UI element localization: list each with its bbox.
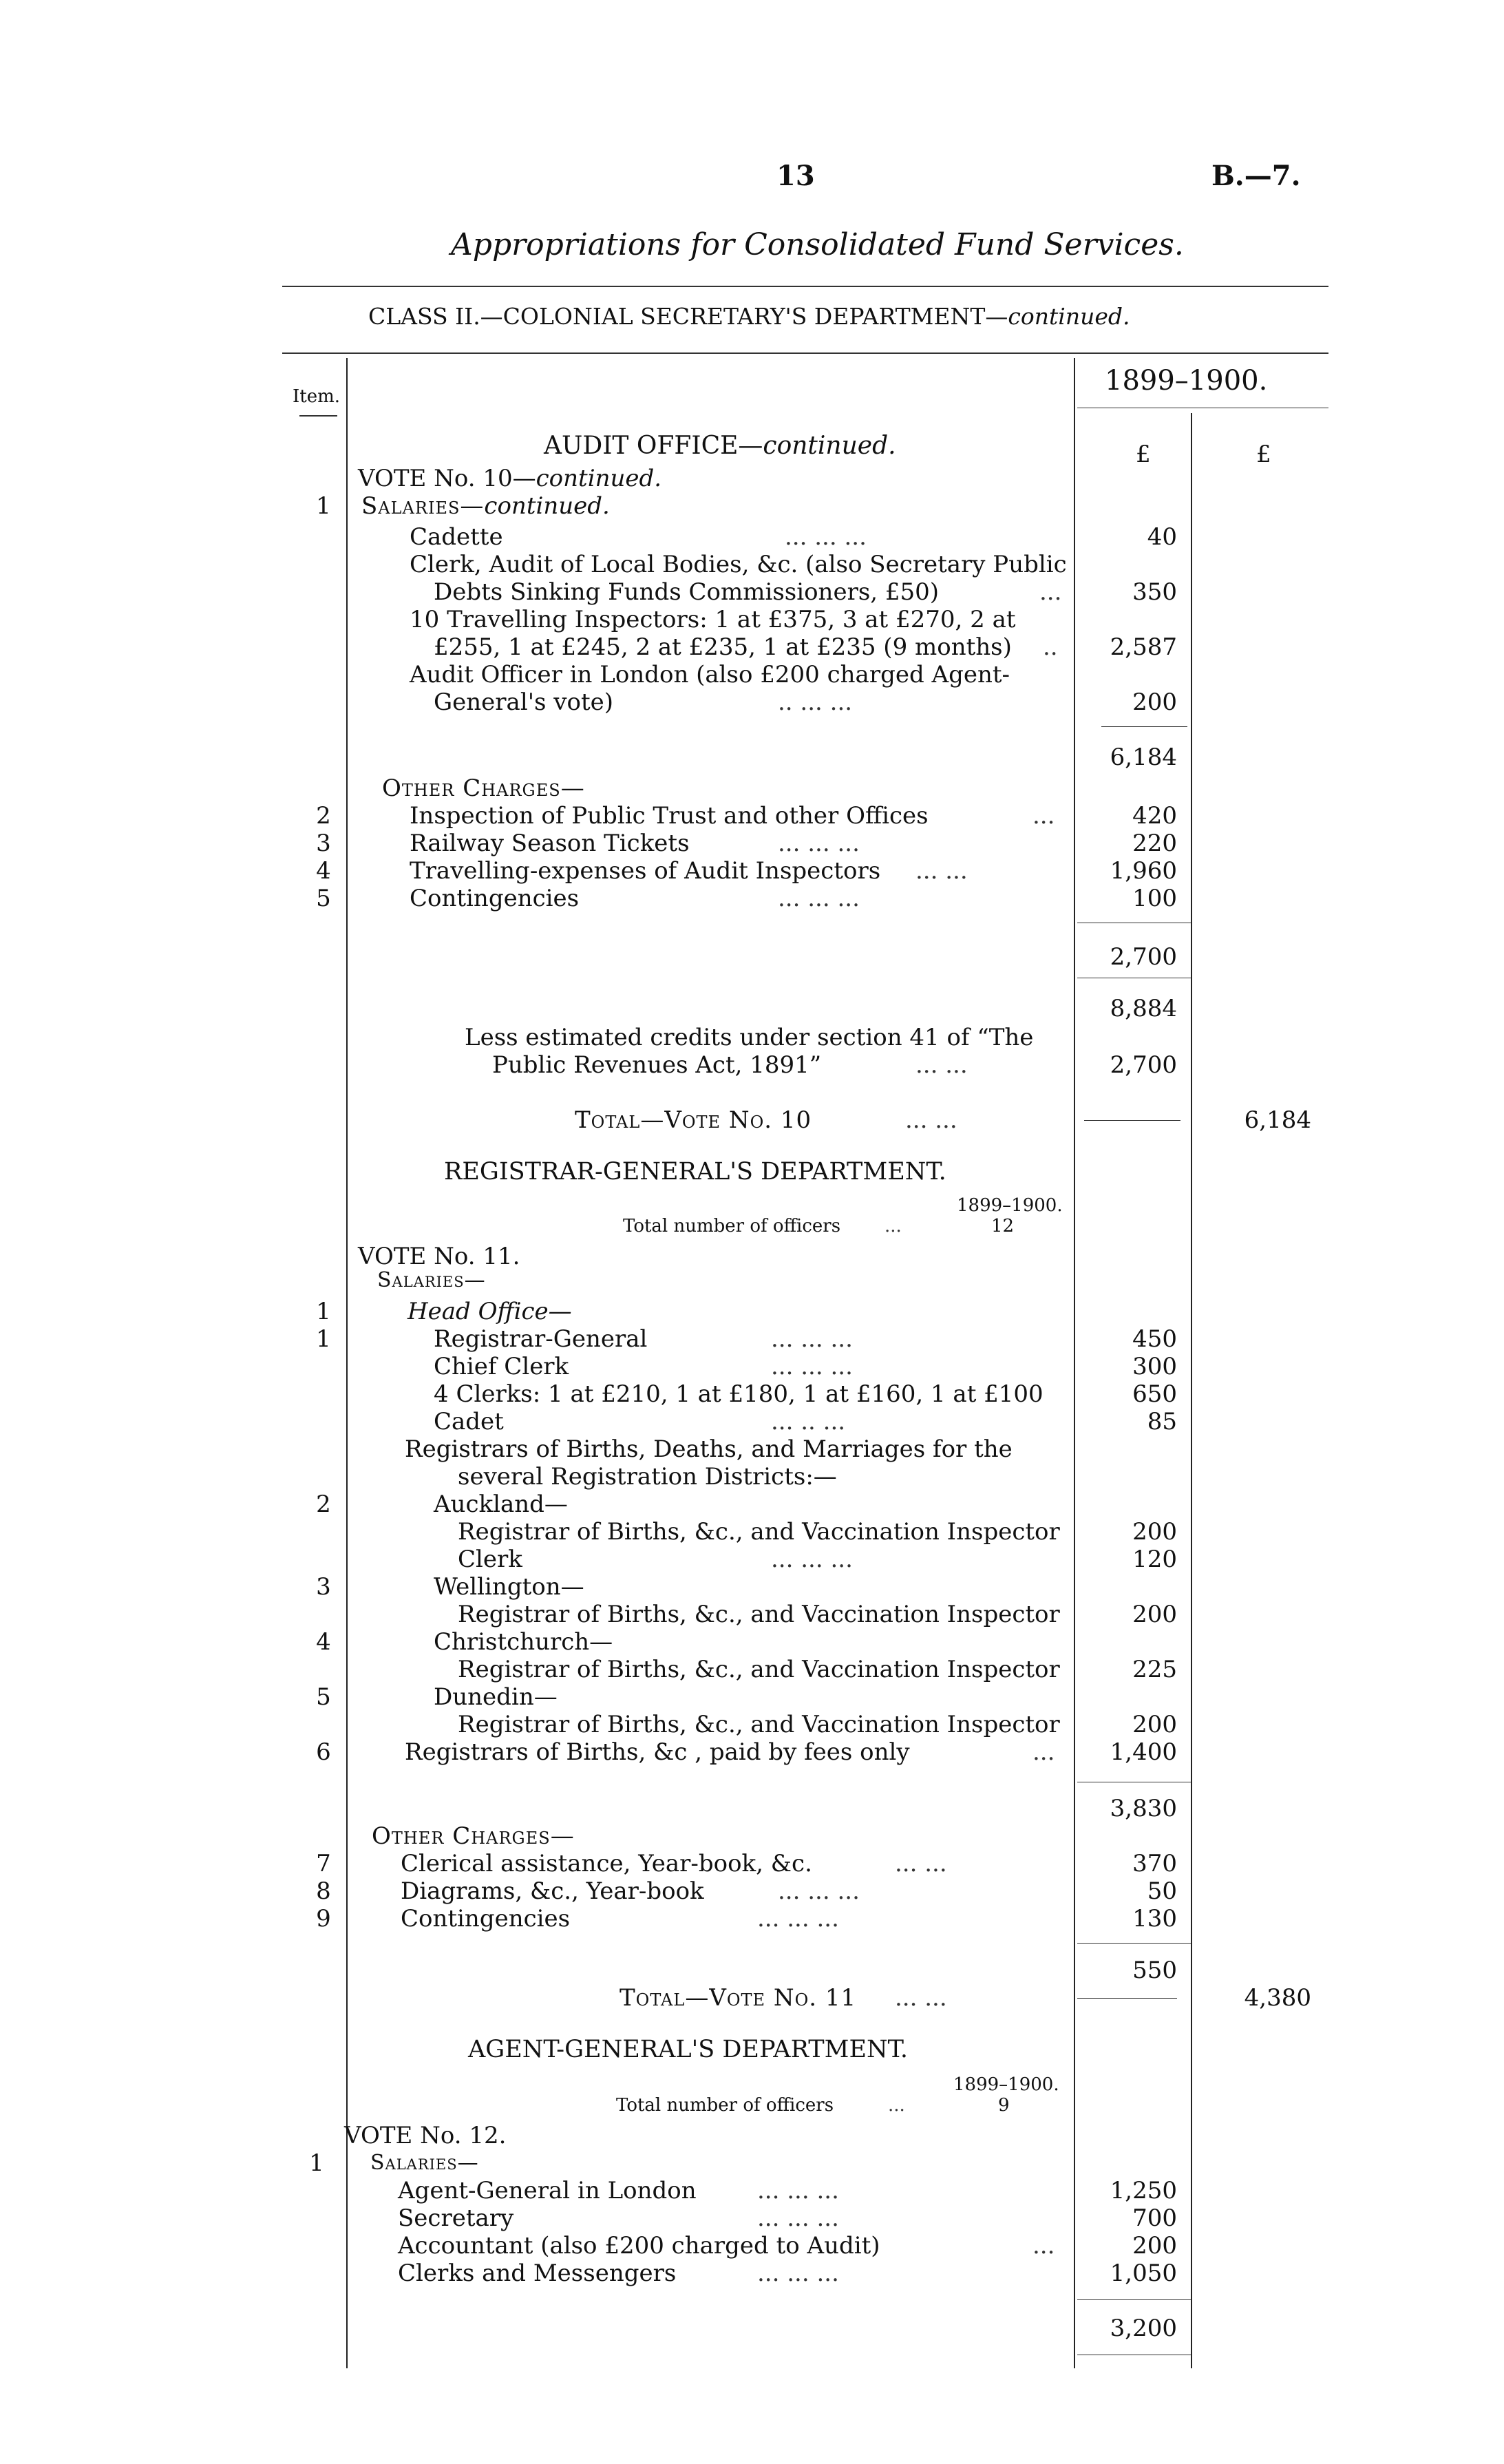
registrar-line-text: Dunedin— <box>434 1683 558 1711</box>
audit-other-amount: 420 <box>1132 802 1177 830</box>
registrar-total-amount: 4,380 <box>1244 1984 1311 2012</box>
registrar-line-amount: 225 <box>1132 1656 1177 1683</box>
audit-other-item: 5 <box>316 885 331 912</box>
registrar-line-dots: ... ... ... <box>771 1353 853 1380</box>
audit-line-text: 10 Travelling Inspectors: 1 at £375, 3 at £270, 2 at <box>410 606 1016 633</box>
agent-officers-year: 1899–1900. <box>953 2074 1059 2095</box>
page-reference: B.—7. <box>1211 160 1301 192</box>
audit-salaries-total: 6,184 <box>1110 744 1177 771</box>
table-top-rule <box>282 352 1328 354</box>
agent-salaries-rule <box>1077 2299 1191 2300</box>
agent-salaries-item: 1 <box>309 2149 324 2177</box>
agent-officers-label: Total number of officers <box>616 2095 834 2116</box>
registrar-other-amount: 370 <box>1132 1850 1177 1877</box>
audit-total-dots: ... ... <box>905 1106 957 1134</box>
registrar-other-item: 9 <box>316 1905 331 1933</box>
registrar-other-amount: 50 <box>1147 1877 1177 1905</box>
registrar-officers-count: 12 <box>991 1216 1015 1236</box>
audit-line-text: General's vote) <box>434 688 614 716</box>
registrar-line-text: Registrar of Births, &c., and Vaccination Inspector <box>458 1656 1060 1683</box>
agent-line-text: Accountant (also £200 charged to Audit) <box>398 2232 880 2260</box>
audit-other-text: Railway Season Tickets <box>410 830 690 857</box>
year-column-header: 1899–1900. <box>1105 365 1268 397</box>
agent-line-dots: ... ... ... <box>757 2204 839 2232</box>
audit-other-amount: 100 <box>1132 885 1177 912</box>
agent-salaries-label: Salaries— <box>370 2151 479 2175</box>
audit-line-dots: .. <box>1043 633 1058 661</box>
registrar-other-item: 8 <box>316 1877 331 1905</box>
audit-line-amount: 40 <box>1147 523 1177 551</box>
agent-line-dots: ... ... ... <box>757 2177 839 2204</box>
registrar-line-amount: 85 <box>1147 1408 1177 1435</box>
registrar-line-text: Registrar of Births, &c., and Vaccination Inspector <box>458 1601 1060 1628</box>
audit-other-text: Travelling-expenses of Audit Inspectors <box>410 857 881 885</box>
currency-symbol-1: £ <box>1136 441 1151 468</box>
audit-other-text: Contingencies <box>410 885 580 912</box>
agent-line-dots: ... <box>1032 2232 1055 2260</box>
registrar-line-text: 4 Clerks: 1 at £210, 1 at £180, 1 at £160, 1 at £100 <box>434 1380 1044 1408</box>
registrar-line-text: Registrar of Births, &c., and Vaccination Inspector <box>458 1518 1060 1546</box>
registrar-total-rule <box>1077 1998 1177 1999</box>
registrar-line-text: Christchurch— <box>434 1628 613 1656</box>
agent-line-amount: 1,250 <box>1110 2177 1177 2204</box>
registrar-other-dots: ... ... <box>895 1850 947 1877</box>
registrar-vote-label: VOTE No. 11. <box>358 1243 520 1270</box>
registrar-line-amount: 120 <box>1132 1546 1177 1573</box>
registrar-line-text: Cadet <box>434 1408 504 1435</box>
registrar-officers-year: 1899–1900. <box>957 1195 1063 1216</box>
audit-salaries-continued: continued. <box>484 492 610 520</box>
registrar-line-amount: 300 <box>1132 1353 1177 1380</box>
agent-vote-label: VOTE No. 12. <box>344 2122 507 2149</box>
audit-less-credits-line2: Public Revenues Act, 1891” <box>492 1051 822 1079</box>
audit-other-dots: ... <box>1032 802 1055 830</box>
audit-vote-label <box>358 465 661 492</box>
audit-salaries-item: 1 <box>316 492 331 520</box>
registrar-line-text: Wellington— <box>434 1573 584 1601</box>
registrar-line-text: Clerk <box>458 1546 522 1573</box>
registrar-line-item: 6 <box>316 1738 331 1766</box>
registrar-line-amount: 200 <box>1132 1601 1177 1628</box>
audit-line-text: £255, 1 at £245, 2 at £235, 1 at £235 (9 months) <box>434 633 1012 661</box>
registrar-total-dots: ... ... <box>895 1984 947 2012</box>
registrar-line-text: Registrar-General <box>434 1325 648 1353</box>
item-header-rule <box>299 415 337 417</box>
registrar-other-text: Clerical assistance, Year-book, &c. <box>401 1850 812 1877</box>
registrar-other-text: Diagrams, &c., Year-book <box>401 1877 704 1905</box>
registrar-other-amount: 130 <box>1132 1905 1177 1933</box>
registrar-officers-label: Total number of officers <box>623 1216 841 1236</box>
audit-less-credits-amount: 2,700 <box>1110 1051 1177 1079</box>
audit-line-dots: ... <box>1039 578 1062 606</box>
registrar-line-dots: ... .. ... <box>771 1408 846 1435</box>
registrar-line-text: Registrar of Births, &c., and Vaccination Inspector <box>458 1711 1060 1738</box>
registrar-salaries-item: 1 <box>316 1298 331 1325</box>
audit-vote-text: VOTE No. 10— <box>358 465 536 492</box>
audit-line-amount: 200 <box>1132 688 1177 716</box>
registrar-other-rule <box>1077 1943 1191 1944</box>
audit-other-dots: ... ... <box>915 857 968 885</box>
class-heading-continued: continued. <box>1008 303 1130 330</box>
registrar-line-dots: ... <box>1032 1738 1055 1766</box>
registrar-line-text: Registrars of Births, &c , paid by fees only <box>405 1738 910 1766</box>
subtotal-column-rule <box>1191 413 1192 2368</box>
registrar-line-item: 2 <box>316 1491 331 1518</box>
audit-other-total: 2,700 <box>1110 943 1177 971</box>
audit-other-text: Inspection of Public Trust and other Offices <box>410 802 929 830</box>
audit-line-text: Audit Officer in London (also £200 charged Agent- <box>410 661 1010 688</box>
registrar-other-dots: ... ... ... <box>778 1877 860 1905</box>
agent-salaries-total: 3,200 <box>1110 2315 1177 2342</box>
class-heading <box>368 303 1130 330</box>
registrar-salaries-label: Salaries— <box>377 1268 486 1292</box>
registrar-officers-dots: ... <box>885 1216 902 1236</box>
registrar-other-dots: ... ... ... <box>757 1905 839 1933</box>
audit-line-amount: 350 <box>1132 578 1177 606</box>
registrar-line-dots: ... ... ... <box>771 1325 853 1353</box>
audit-office-heading-continued: continued. <box>763 432 896 460</box>
agent-officers-dots: ... <box>888 2095 905 2116</box>
registrar-line-amount: 1,400 <box>1110 1738 1177 1766</box>
audit-less-credits-line1: Less estimated credits under section 41 of “The <box>465 1024 1034 1051</box>
registrar-line-text: Auckland— <box>434 1491 568 1518</box>
registrar-line-text: Chief Clerk <box>434 1353 569 1380</box>
audit-other-amount: 220 <box>1132 830 1177 857</box>
agent-line-amount: 700 <box>1132 2204 1177 2232</box>
audit-office-heading <box>544 432 896 460</box>
registrar-salaries-total: 3,830 <box>1110 1795 1177 1822</box>
audit-line-text: Debts Sinking Funds Commissioners, £50) <box>434 578 940 606</box>
audit-line-text: Clerk, Audit of Local Bodies, &c. (also Secretary Public <box>410 551 1067 578</box>
item-column-header: Item. <box>293 386 341 407</box>
audit-total-rule <box>1084 1120 1180 1121</box>
audit-line-text: Cadette <box>410 523 503 551</box>
audit-other-dots: ... ... ... <box>778 830 860 857</box>
audit-line-dots: ... ... ... <box>785 523 867 551</box>
registrar-line-item: 4 <box>316 1628 331 1656</box>
agent-line-amount: 200 <box>1132 2232 1177 2260</box>
agent-line-text: Clerks and Messengers <box>398 2260 677 2287</box>
audit-other-item: 3 <box>316 830 331 857</box>
registrar-line-amount: 200 <box>1132 1518 1177 1546</box>
title-rule <box>282 286 1328 287</box>
registrar-line-text: Registrars of Births, Deaths, and Marriages for the <box>405 1435 1013 1463</box>
audit-other-item: 4 <box>316 857 331 885</box>
audit-gross-total: 8,884 <box>1110 995 1177 1022</box>
agent-line-dots: ... ... ... <box>757 2260 839 2287</box>
registrar-other-text: Contingencies <box>401 1905 571 1933</box>
audit-less-credits-dots: ... ... <box>915 1051 968 1079</box>
registrar-other-total: 550 <box>1132 1957 1177 1984</box>
registrar-other-item: 7 <box>316 1850 331 1877</box>
audit-line-amount: 2,587 <box>1110 633 1177 661</box>
currency-symbol-2: £ <box>1256 441 1271 468</box>
audit-other-item: 2 <box>316 802 331 830</box>
registrar-line-amount: 650 <box>1132 1380 1177 1408</box>
agent-line-amount: 1,050 <box>1110 2260 1177 2287</box>
agent-line-text: Secretary <box>398 2204 514 2232</box>
audit-other-charges-label: Other Charges— <box>382 775 585 802</box>
audit-office-heading-text: AUDIT OFFICE— <box>544 432 763 460</box>
registrar-other-charges-label: Other Charges— <box>372 1822 575 1850</box>
registrar-line-item: 3 <box>316 1573 331 1601</box>
registrar-line-text: several Registration Districts:— <box>458 1463 837 1491</box>
audit-vote-continued: continued. <box>536 465 662 492</box>
registrar-head-office-label: Head Office— <box>407 1298 572 1325</box>
registrar-line-amount: 450 <box>1132 1325 1177 1353</box>
registrar-heading: REGISTRAR-GENERAL'S DEPARTMENT. <box>444 1158 946 1186</box>
agent-officers-count: 9 <box>998 2095 1010 2116</box>
audit-salaries-rule <box>1101 726 1187 727</box>
audit-line-dots: .. ... ... <box>778 688 853 716</box>
registrar-line-item: 5 <box>316 1683 331 1711</box>
registrar-total-label: Total—Vote No. 11 <box>619 1984 857 2012</box>
registrar-line-amount: 200 <box>1132 1711 1177 1738</box>
audit-total-amount: 6,184 <box>1244 1106 1311 1134</box>
audit-salaries-text: Salaries— <box>361 492 485 520</box>
registrar-line-item: 1 <box>316 1325 331 1353</box>
class-heading-text: CLASS II.—COLONIAL SECRETARY'S DEPARTMENT— <box>368 303 1008 330</box>
agent-heading: AGENT-GENERAL'S DEPARTMENT. <box>468 2036 908 2063</box>
page-number: 13 <box>776 160 815 192</box>
agent-line-text: Agent-General in London <box>398 2177 697 2204</box>
audit-other-dots: ... ... ... <box>778 885 860 912</box>
audit-salaries-label <box>361 492 610 520</box>
audit-total-label: Total—Vote No. 10 <box>575 1106 812 1134</box>
registrar-line-dots: ... ... ... <box>771 1546 853 1573</box>
audit-other-amount: 1,960 <box>1110 857 1177 885</box>
page-title: Appropriations for Consolidated Fund Services. <box>451 227 1184 262</box>
item-column-rule <box>346 358 348 2368</box>
